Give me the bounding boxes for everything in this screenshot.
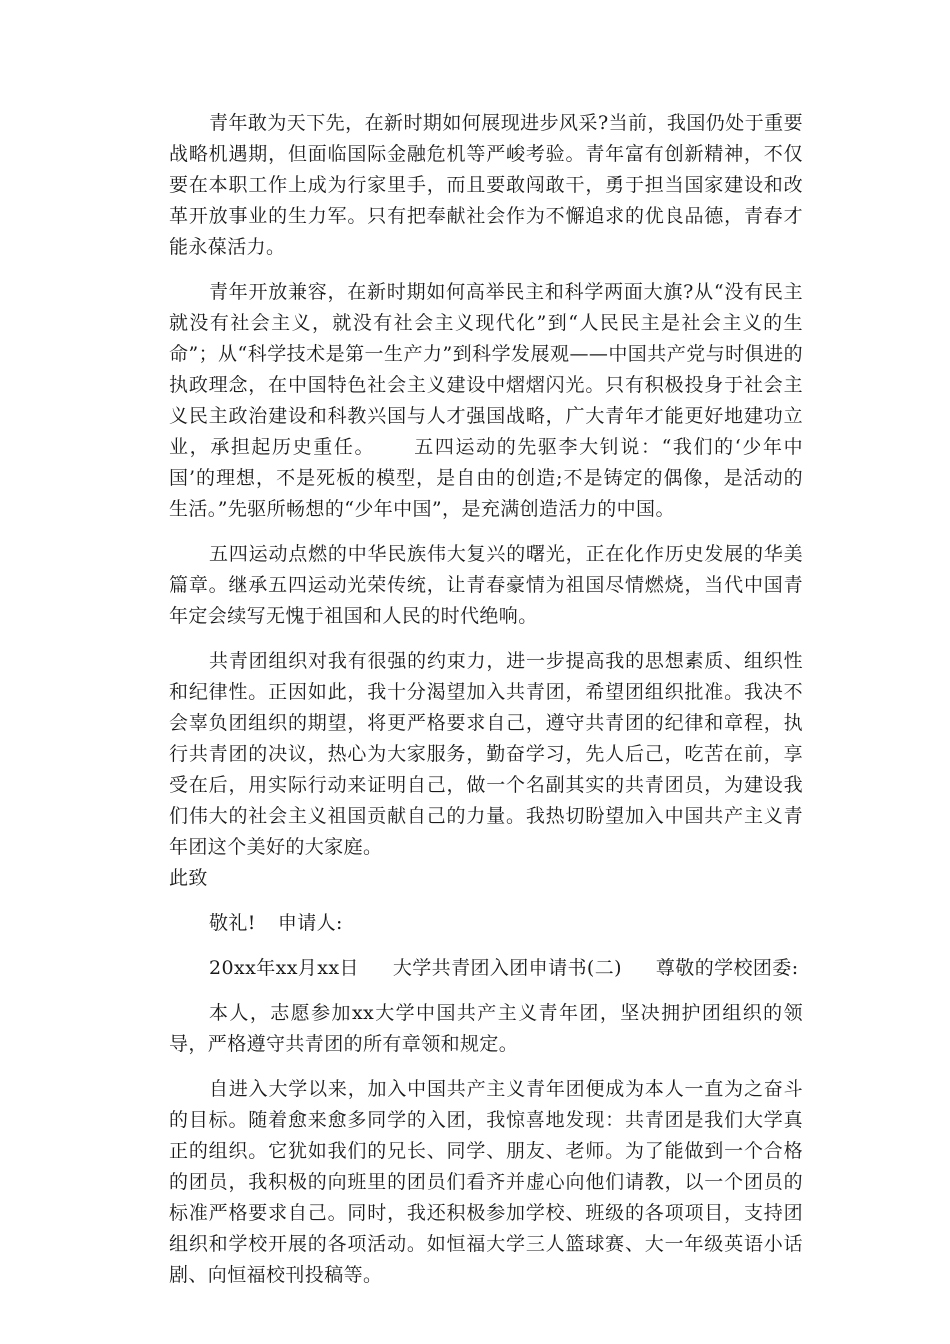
salute-line: [169, 908, 803, 939]
date-text: 20xx年xx月xx日: [209, 957, 359, 979]
addressee: 尊敬的学校团委:: [655, 957, 799, 979]
paragraph-youth-pioneer: 青年敢为天下先，在新时期如何展现进步风采?当前，我国仍处于重要战略机遇期，但面临国际金融危机等严峻考验。青年富有创新精神，不仅要在本职工作上成为行家里手，而且要敢闯敢干，勇于担当国家建设和改革开放事业的生力军。只有把奉献社会作为不懈追求的优良品德，青春才能永葆活力。: [169, 112, 803, 258]
paragraph-li-dazhao-quote: 五四运动的先驱李大钊说：“我们的‘少年中国’的理想，不是死板的模型，是自由的创造;不是铸定的偶像，是活动的生活。”先驱所畅想的“少年中国”，是充满创造活力的中国。: [169, 436, 803, 520]
paragraph-league-commitment: 共青团组织对我有很强的约束力，进一步提高我的思想素质、组织性和纪律性。正因如此，我十分渴望加入共青团，希望团组织批准。我决不会辜负团组织的期望，将更严格要求自己，遵守共青团的纪律和章程，执行共青团的决议，热心为大家服务，勤奋学习，先人后己，吃苦在前，享受在后，用实际行动来证明自己，做一个名副其实的共青团员，为建设我们伟大的社会主义祖国贡献自己的力量。我热切盼望加入中国共产主义青年团这个美好的大家庭。: [169, 650, 803, 858]
second-title: 大学共青团入团申请书(二): [392, 957, 622, 979]
paragraph-volunteer: 本人，志愿参加xx大学中国共产主义青年团，坚决拥护团组织的领导，严格遵守共青团的所有章领和规定。: [169, 1002, 803, 1055]
paragraph-since-college: 自进入大学以来，加入中国共产主义青年团便成为本人一直为之奋斗的目标。随着愈来愈多同学的入团，我惊喜地发现：共青团是我们大学真正的组织。它犹如我们的兄长、同学、朋友、老师。为了能做到一个合格的团员，我积极的向班里的团员们看齐并虚心向他们请教，以一个团员的标准严格要求自己。同时，我还积极参加学校、班级的各项项目，支持团组织和学校开展的各项活动。如恒福大学三人篮球赛、大一年级英语小话剧、向恒福校刊投稿等。: [169, 1078, 803, 1286]
paragraph-youth-open-text: 青年开放兼容，在新时期如何高举民主和科学两面大旗?从“没有民主就没有社会主义，就没有社会主义现代化”到“人民民主是社会主义的生命”；从“科学技术是第一生产力”到科学发展观——中国共产党与时俱进的执政理念，在中国特色社会主义建设中熠熠闪光。只有积极投身于社会主义民主政治建设和科教兴国与人才强国战略，广大青年才能更好地建功立业，承担起历史重任。: [169, 281, 803, 458]
closing-cizhi: 此致: [169, 867, 208, 889]
date-title-line: [169, 953, 803, 984]
paragraph-youth-open: [169, 277, 803, 525]
salute-text: 敬礼!: [209, 912, 256, 934]
applicant-label: 申请人:: [277, 912, 343, 934]
paragraph-may-fourth: 五四运动点燃的中华民族伟大复兴的曙光，正在化作历史发展的华美篇章。继承五四运动光荣传统，让青春豪情为祖国尽情燃烧，当代中国青年定会续写无愧于祖国和人民的时代绝响。: [169, 543, 803, 627]
document-body: [169, 108, 803, 1305]
